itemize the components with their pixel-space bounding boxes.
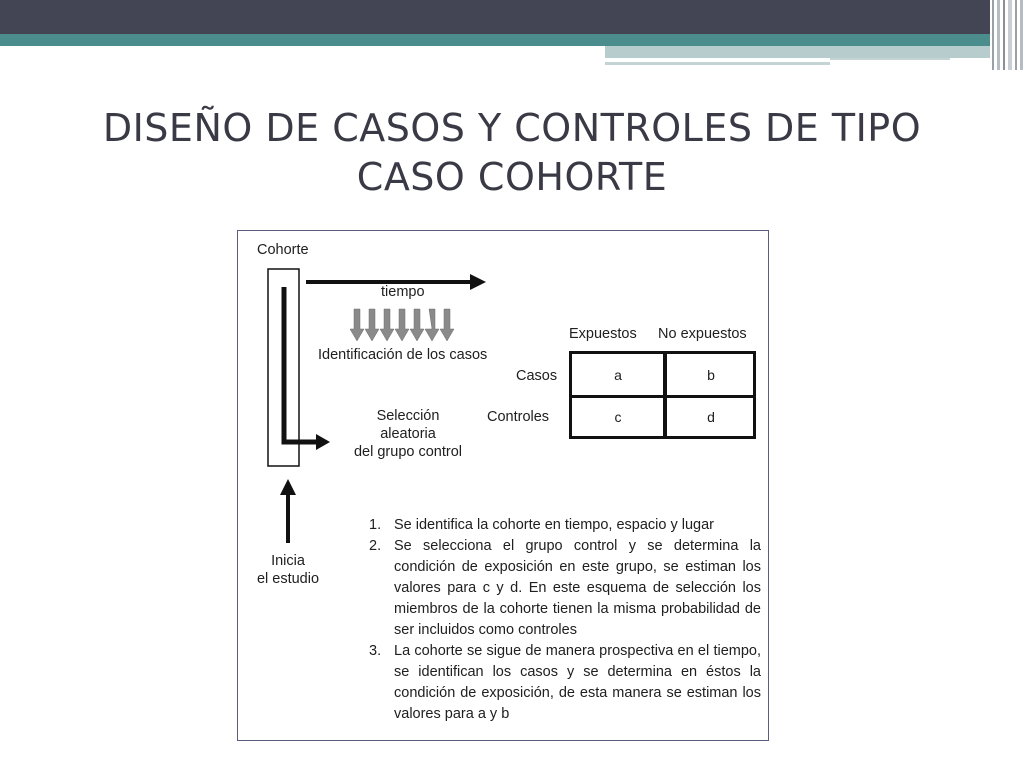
note-text: Se identifica la cohorte en tiempo, espacio y lugar — [394, 517, 714, 533]
note-number: 2. — [369, 538, 382, 554]
time-label: tiempo — [381, 284, 425, 300]
note-number: 3. — [369, 643, 382, 659]
contingency-table — [569, 351, 756, 439]
header-thin-line-2 — [830, 58, 950, 60]
case-identification-label: Identificación de los casos — [318, 347, 488, 363]
header-light-bar — [605, 46, 990, 58]
col-header-exposed: Expuestos — [569, 326, 637, 342]
study-start-line-2: el estudio — [256, 571, 320, 587]
table-horizontal-divider — [572, 395, 753, 398]
note-item — [369, 515, 761, 536]
cohort-label: Cohorte — [257, 242, 309, 258]
header-vertical-lines — [990, 0, 1024, 70]
table-cell-c: c — [614, 409, 622, 425]
cohort-design-figure — [237, 230, 769, 741]
control-selection-line-3: del grupo control — [353, 444, 462, 460]
cohort-followup-arrowhead — [316, 434, 330, 450]
header-teal-bar — [0, 34, 990, 46]
control-selection-label — [338, 407, 478, 461]
note-text: La cohorte se sigue de manera prospectiva en el tiempo, se identifican los casos y se determina en éstos la condición de exposición, de esta manera se estiman los valores para a y b — [394, 643, 761, 722]
row-header-cases: Casos — [516, 368, 558, 384]
case-identification-arrows — [350, 309, 454, 341]
cohort-followup-arrow — [284, 287, 318, 442]
control-selection-line-2: aleatoria — [380, 426, 436, 442]
header-thin-line — [605, 62, 830, 65]
table-cell-b: b — [707, 367, 715, 383]
note-item — [369, 536, 761, 641]
study-start-line-1: Inicia — [271, 553, 305, 569]
note-item — [369, 641, 761, 725]
table-cell-a: a — [614, 367, 622, 383]
header-dark-bar — [0, 0, 990, 34]
note-number: 1. — [369, 517, 382, 533]
time-arrowhead — [470, 274, 486, 290]
study-start-arrowhead — [280, 479, 296, 495]
table-cell-d: d — [707, 409, 715, 425]
control-selection-line-1: Selección — [376, 408, 440, 424]
study-start-label — [253, 552, 323, 588]
slide-title-line-2: CASO COHORTE — [356, 155, 668, 199]
row-header-controls: Controles — [487, 409, 550, 425]
slide-title — [60, 104, 964, 202]
col-header-not-exposed: No expuestos — [658, 326, 747, 342]
note-text: Se selecciona el grupo control y se determina la condición de exposición en este grupo, se estiman los valores para c y d. En este esquema de selección los miembros de la cohorte tienen la misma probabilidad de ser incluidos como controles — [394, 538, 761, 638]
procedure-notes — [369, 515, 761, 725]
slide-title-line-1: DISEÑO DE CASOS Y CONTROLES DE TIPO — [102, 106, 922, 150]
